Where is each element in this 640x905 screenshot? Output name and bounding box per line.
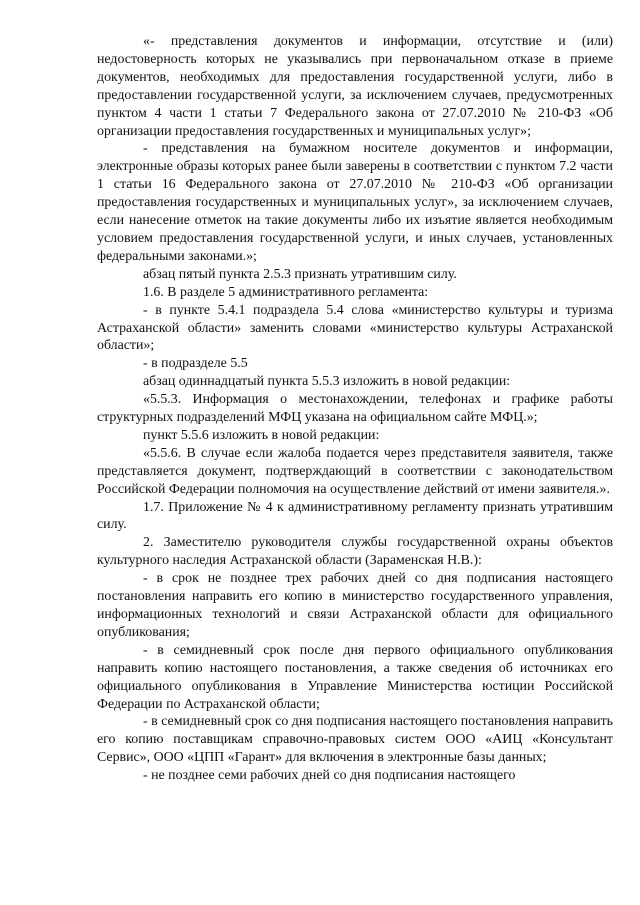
paragraph: «5.5.6. В случае если жалоба подается через представителя заявителя, также представляется документ, подтверждающий в соответствии с законодательством Российской Федерации полномочия на осуществление действий от имени заявителя.». <box>97 445 613 497</box>
paragraph: абзац одиннадцатый пункта 5.5.3 изложить в новой редакции: <box>143 374 511 390</box>
paragraph: - представления на бумажном носителе документов и информации, электронные образы которых ранее были заверены в соответствии с пунктом 7.2 части 1 статьи 16 Федерального закона от 27.07.2010 № 210-ФЗ «Об организации предоставления государственных и муниципальных услуг», за исключением случаев, если нанесение отметок на такие документы либо их изъятие является необходимым условием предоставления государственной услуги, и иных случаев, установленных федеральными законами.»; <box>97 141 613 264</box>
paragraph: - не позднее семи рабочих дней со дня подписания настоящего <box>143 768 516 784</box>
paragraph: - в подразделе 5.5 <box>143 356 248 372</box>
paragraph: - в пункте 5.4.1 подраздела 5.4 слова «министерство культуры и туризма Астраханской области» заменить словами «министерство культуры Астраханской области»; <box>97 302 613 354</box>
paragraph: «5.5.3. Информация о местонахождении, телефонах и графике работы структурных подразделений МФЦ указана на официальном сайте МФЦ.»; <box>97 392 613 426</box>
paragraph: - в семидневный срок после дня первого официального опубликования направить копию настоящего постановления, а также сведения об источниках его официального опубликования в Управление Министерства юстиции Российской Федерации по Астраханской области; <box>97 642 613 712</box>
paragraph: «- представления документов и информации, отсутствие и (или) недостоверность которых не указывались при первоначальном отказе в приеме документов, необходимых для предоставления государственной услуги, либо в предоставлении государственной услуги, за исключением случаев, предусмотренных пунктом 4 части 1 статьи 7 Федерального закона от 27.07.2010 № 210-ФЗ «Об организации предоставления государственных и муниципальных услуг»; <box>97 34 613 139</box>
paragraph: абзац пятый пункта 2.5.3 признать утратившим силу. <box>143 266 457 282</box>
paragraph: 1.6. В разделе 5 административного регламента: <box>143 284 429 300</box>
paragraph: 1.7. Приложение № 4 к административному регламенту признать утратившим силу. <box>97 499 613 533</box>
paragraph: 2. Заместителю руководителя службы государственной охраны объектов культурного наследия Астраханской области (Зараменская Н.В.): <box>97 535 613 569</box>
paragraph: - в срок не позднее трех рабочих дней со дня подписания настоящего постановления направить его копию в министерство государственного управления, информационных технологий и связи Астраханской области для официального опубликования; <box>97 571 613 640</box>
paragraph: пункт 5.5.6 изложить в новой редакции: <box>143 427 380 443</box>
paragraph: - в семидневный срок со дня подписания настоящего постановления направить его копию поставщикам справочно-правовых систем ООО «АИЦ «Консультант Сервис», ООО «ЦПП «Гарант» для включения в электронные базы данных; <box>97 714 613 766</box>
